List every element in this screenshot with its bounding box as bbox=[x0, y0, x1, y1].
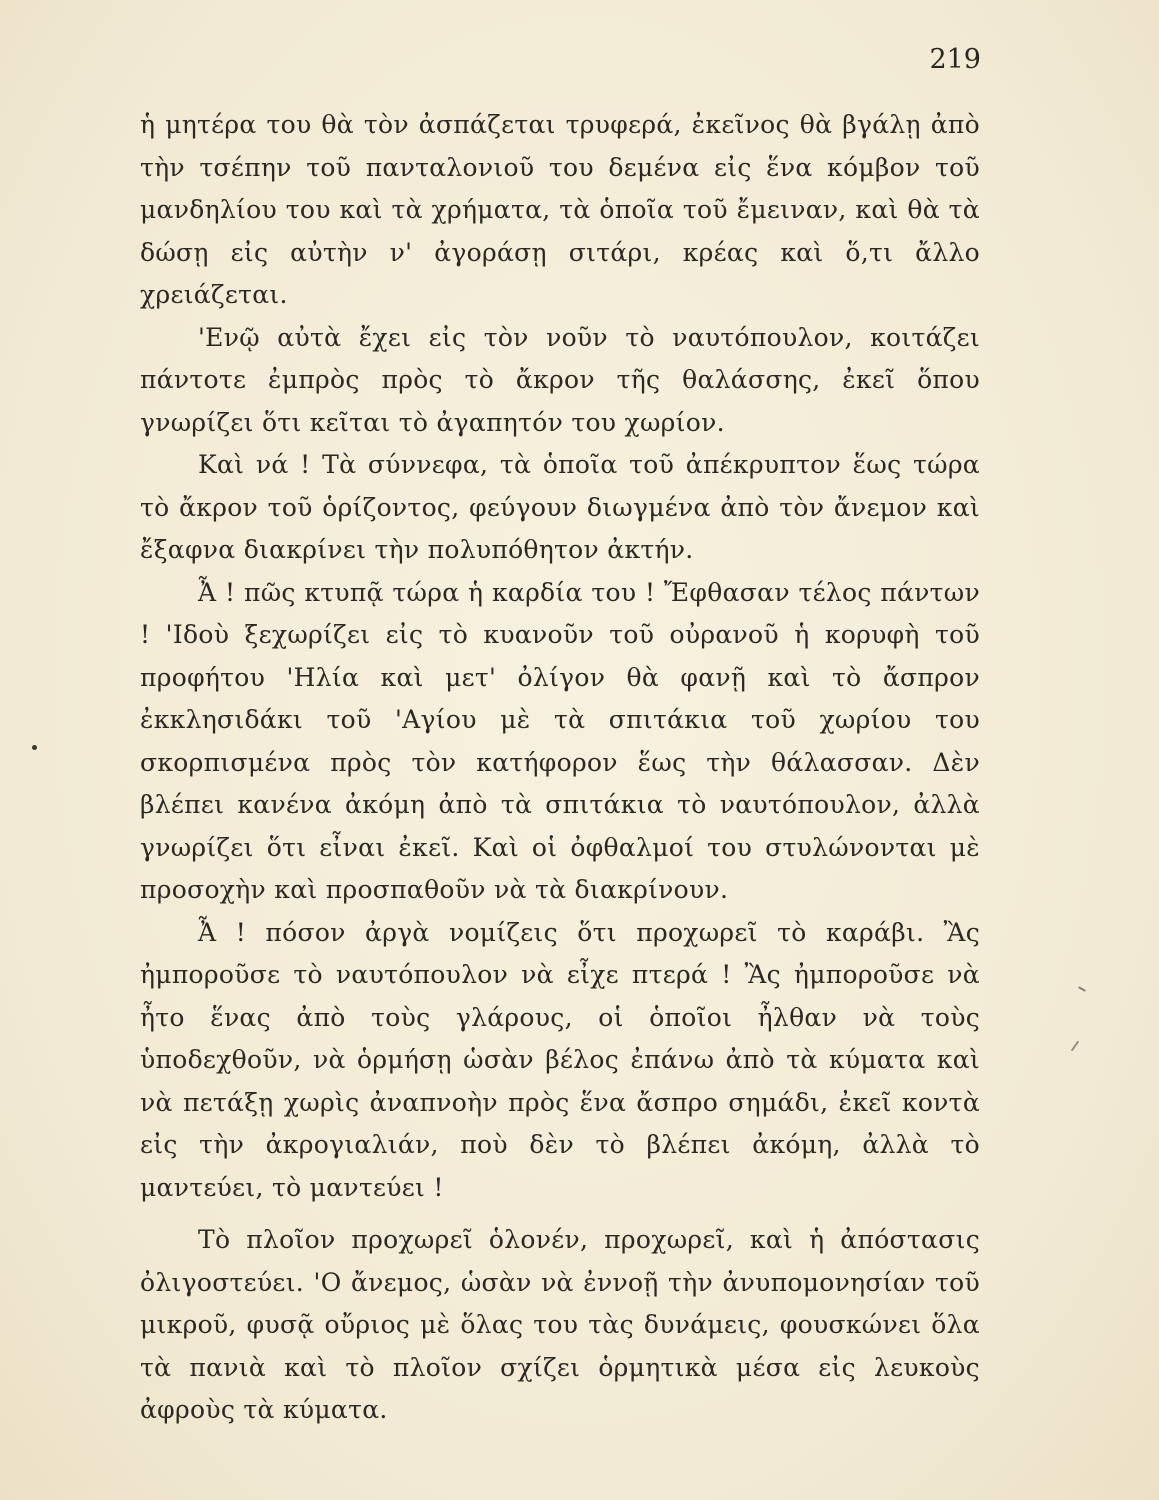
paragraph-4: Ἆ ! πῶς κτυπᾷ τώρα ἡ καρδία του ! Ἔφθασαν τέλος πάντων ! 'Ιδοὺ ξεχωρίζει εἰς τὸ κυανοῦν τοῦ οὐρανοῦ ἡ κορυφὴ τοῦ προφήτου 'Ηλία καὶ μετ' ὀλίγον θὰ φανῇ καὶ τὸ ἄσπρον ἐκκλησιδάκι τοῦ 'Αγίου μὲ τὰ σπιτάκια τοῦ χωρίου του σκορπισμένα πρὸς τὸν κατήφορον ἕως τὴν θάλασσαν. Δὲν βλέπει κανένα ἀκόμη ἀπὸ τὰ σπιτάκια τὸ ναυτόπουλον, ἀλλὰ γνωρίζει ὅτι εἶναι ἐκεῖ. Καὶ οἱ ὀφθαλμοί του στυλώνονται μὲ προσοχὴν καὶ προσπαθοῦν νὰ τὰ διακρίνουν. bbox=[140, 577, 980, 904]
print-speck bbox=[32, 745, 37, 750]
paragraph-3: Καὶ νά ! Τὰ σύννεφα, τὰ ὁποῖα τοῦ ἀπέκρυπτον ἕως τώρα τὸ ἄκρον τοῦ ὁρίζοντος, φεύγουν διωγμένα ἀπὸ τὸν ἄνεμον καὶ ἔξαφνα διακρίνει τὴν πολυπόθητον ἀκτήν. bbox=[140, 450, 980, 564]
print-speck bbox=[1078, 986, 1086, 992]
print-speck bbox=[1071, 1041, 1080, 1052]
paragraph-6: Τὸ πλοῖον προχωρεῖ ὁλονέν, προχωρεῖ, καὶ ἡ ἀπόστασις ὀλιγοστεύει. 'Ο ἄνεμος, ὡσὰν νὰ ἐννοῇ τὴν ἀνυπομονησίαν τοῦ μικροῦ, φυσᾷ οὔριος μὲ ὅλας του τὰς δυνάμεις, φουσκώνει ὅλα τὰ πανιὰ καὶ τὸ πλοῖον σχίζει ὁρμητικὰ μέσα εἰς λευκοὺς ἀφροὺς τὰ κύματα. bbox=[140, 1225, 980, 1424]
page-number: 219 bbox=[929, 44, 981, 75]
paragraph-1: ἡ μητέρα του θὰ τὸν ἀσπάζεται τρυφερά, ἐκεῖνος θὰ βγάλῃ ἀπὸ τὴν τσέπην τοῦ πανταλονιοῦ του δεμένα εἰς ἕνα κόμβον τοῦ μανδηλίου του καὶ τὰ χρήματα, τὰ ὁποῖα τοῦ ἔμειναν, καὶ θὰ τὰ δώσῃ εἰς αὐτὴν ν' ἀγοράσῃ σιτάρι, κρέας καὶ ὅ,τι ἄλλο χρειάζεται. bbox=[140, 110, 980, 309]
paragraph-2: 'Ενῷ αὐτὰ ἔχει εἰς τὸν νοῦν τὸ ναυτόπουλον, κοιτάζει πάντοτε ἐμπρὸς πρὸς τὸ ἄκρον τῆς θαλάσσης, ἐκεῖ ὅπου γνωρίζει ὅτι κεῖται τὸ ἀγαπητόν του χωρίον. bbox=[140, 322, 980, 437]
paragraph-5: Ἆ ! πόσον ἀργὰ νομίζεις ὅτι προχωρεῖ τὸ καράβι. Ἂς ἠμποροῦσε τὸ ναυτόπουλον νὰ εἶχε πτερά ! Ἂς ἠμποροῦσε νὰ ἦτο ἕνας ἀπὸ τοὺς γλάρους, οἱ ὁποῖοι ἦλθαν νὰ τοὺς ὑποδεχθοῦν, νὰ ὁρμήσῃ ὡσὰν βέλος ἐπάνω ἀπὸ τὰ κύματα καὶ νὰ πετάξῃ χωρὶς ἀναπνοὴν πρὸς ἕνα ἄσπρο σημάδι, ἐκεῖ κοντὰ εἰς τὴν ἀκρογιαλιάν, ποὺ δὲν τὸ βλέπει ἀκόμη, ἀλλὰ τὸ μαντεύει, τὸ μαντεύει ! bbox=[140, 917, 980, 1202]
body-text bbox=[140, 104, 980, 1432]
